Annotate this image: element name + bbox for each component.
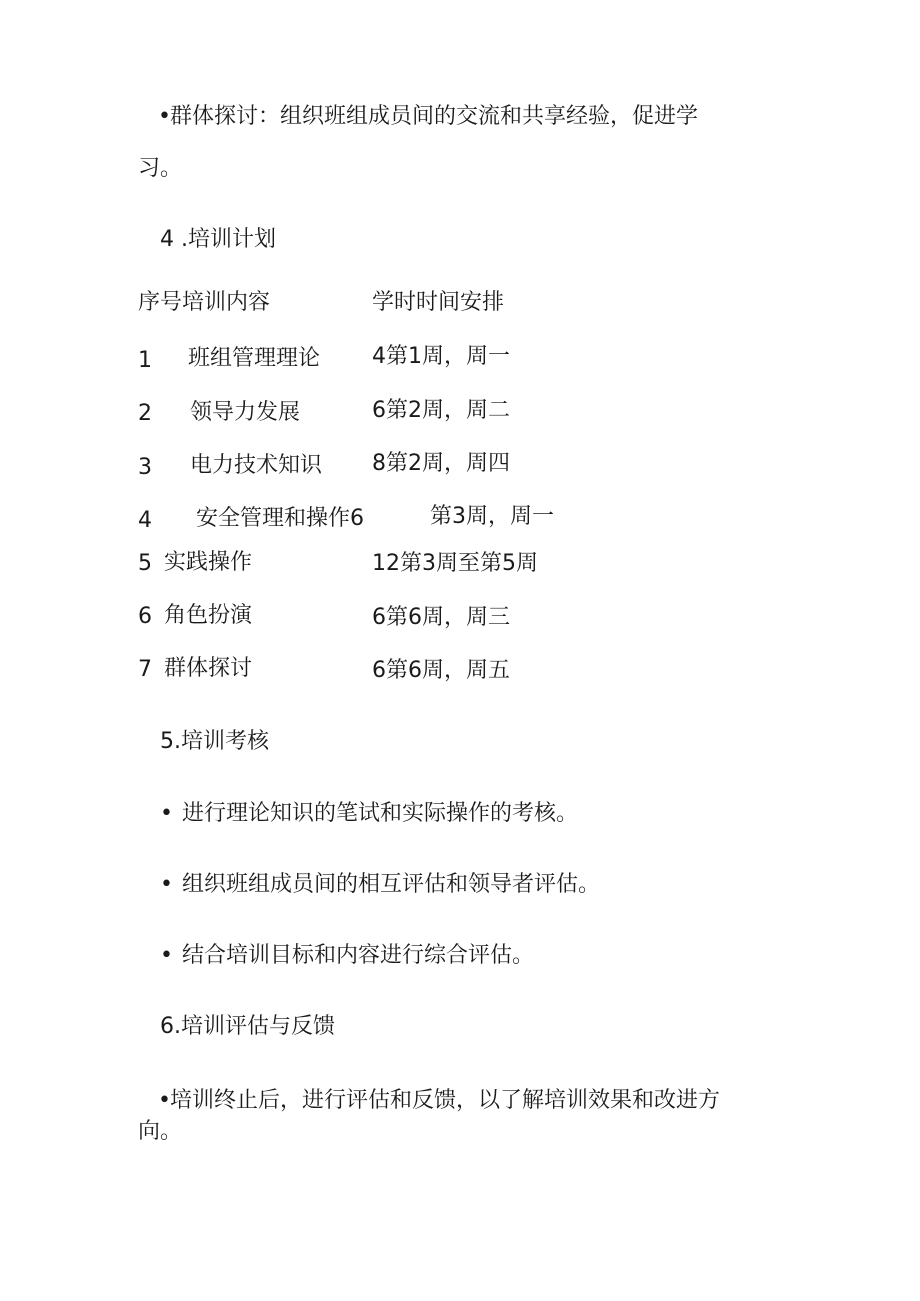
section-heading-evaluation: 6.培训评估与反馈 bbox=[160, 1014, 335, 1039]
plan-row-number: 5 bbox=[138, 551, 152, 576]
plan-row-schedule: 4第1周，周一 bbox=[372, 344, 510, 369]
plan-row-number: 1 bbox=[138, 348, 152, 373]
plan-row-content: 安全管理和操作6 bbox=[196, 506, 364, 531]
plan-row-schedule: 6第6周，周五 bbox=[372, 658, 510, 683]
section-heading-assessment: 5.培训考核 bbox=[160, 729, 269, 754]
plan-row-schedule: 第3周，周一 bbox=[430, 504, 554, 529]
assessment-bullet: • bbox=[160, 943, 173, 968]
plan-row-number: 3 bbox=[138, 455, 152, 480]
plan-header-right: 学时时间安排 bbox=[372, 290, 505, 315]
plan-row-content: 领导力发展 bbox=[190, 400, 301, 425]
plan-row-schedule: 8第2周，周四 bbox=[372, 451, 510, 476]
plan-row-schedule: 6第2周，周二 bbox=[372, 398, 510, 423]
plan-row-content: 电力技术知识 bbox=[190, 453, 323, 478]
intro-text-line-2: 习。 bbox=[138, 156, 183, 181]
assessment-bullet: • bbox=[160, 872, 173, 897]
assessment-item: 组织班组成员间的相互评估和领导者评估。 bbox=[182, 872, 601, 897]
plan-row-schedule: 12第3周至第5周 bbox=[372, 551, 538, 576]
plan-row-schedule: 6第6周，周三 bbox=[372, 605, 510, 630]
evaluation-text-line-2: 向。 bbox=[138, 1119, 183, 1144]
assessment-item: 结合培训目标和内容进行综合评估。 bbox=[182, 943, 535, 968]
plan-row-number: 2 bbox=[138, 401, 152, 426]
plan-row-content: 实践操作 bbox=[164, 550, 253, 575]
plan-row-number: 7 bbox=[138, 657, 152, 682]
plan-row-content: 群体探讨 bbox=[164, 656, 253, 681]
intro-bullet: • bbox=[158, 104, 171, 129]
plan-row-content: 班组管理理论 bbox=[188, 346, 321, 371]
intro-text-line-1: 群体探讨：组织班组成员间的交流和共享经验，促进学 bbox=[170, 104, 699, 129]
plan-header-left: 序号培训内容 bbox=[138, 290, 271, 315]
evaluation-bullet: • bbox=[158, 1088, 171, 1113]
assessment-item: 进行理论知识的笔试和实际操作的考核。 bbox=[182, 801, 579, 826]
assessment-bullet: • bbox=[160, 801, 173, 826]
plan-row-content: 角色扮演 bbox=[164, 603, 253, 628]
plan-row-number: 4 bbox=[138, 508, 152, 533]
plan-row-number: 6 bbox=[138, 604, 152, 629]
evaluation-text-line-1: 培训终止后，进行评估和反馈，以了解培训效果和改进方 bbox=[170, 1088, 721, 1113]
section-heading-training-plan: 4 .培训计划 bbox=[160, 227, 276, 252]
